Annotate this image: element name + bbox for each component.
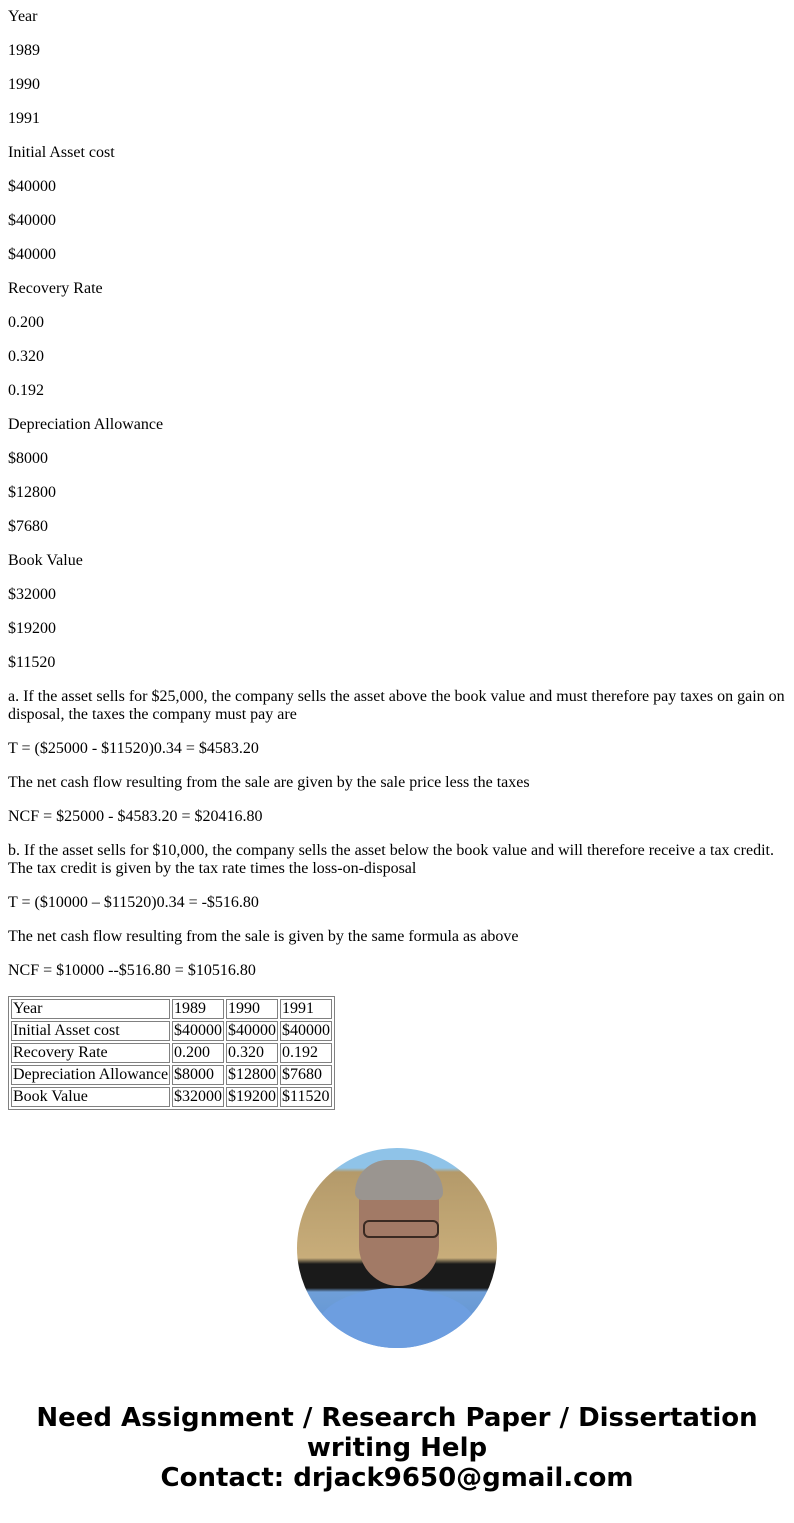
table-cell: $12800: [228, 1066, 277, 1083]
table-cell: $8000: [172, 1065, 224, 1085]
promo-contact: Contact: drjack9650@gmail.com: [160, 1463, 634, 1493]
paragraph: $32000: [8, 586, 56, 603]
promo-headline: Need Assignment / Research Paper / Dissertation writing Help: [36, 1403, 758, 1463]
depreciation-table: [8, 996, 335, 1110]
paragraph: $40000: [8, 246, 56, 263]
table-cell: $40000: [174, 1022, 223, 1039]
paragraph: $11520: [8, 654, 56, 671]
paragraph: 1990: [8, 76, 40, 93]
paragraph: T = ($10000 – $11520)0.34 = -$516.80: [8, 894, 259, 911]
paragraph: NCF = $10000 --$516.80 = $10516.80: [8, 962, 256, 979]
paragraph: The net cash flow resulting from the sale are given by the sale price less the taxes: [8, 774, 530, 791]
table-cell: 0.192: [280, 1043, 332, 1063]
table-cell: Year: [11, 999, 170, 1019]
table-cell: $40000: [282, 1022, 331, 1039]
paragraph: a. If the asset sells for $25,000, the company sells the asset above the book value and must therefore pay taxes on gain on disposal, the taxes the company must pay are: [8, 688, 785, 723]
promo-banner: [8, 1403, 786, 1493]
paragraph: Recovery Rate: [8, 280, 103, 297]
paragraph: $7680: [8, 518, 48, 535]
table-cell: Book Value: [11, 1087, 170, 1107]
table-row: [11, 1043, 332, 1063]
table-cell: 1989: [172, 999, 224, 1019]
table-row: [11, 1021, 332, 1041]
paragraph: NCF = $25000 - $4583.20 = $20416.80: [8, 808, 263, 825]
paragraph: 0.192: [8, 382, 44, 399]
avatar-container: [8, 1148, 786, 1353]
table-cell: 1990: [226, 999, 278, 1019]
paragraph: $19200: [8, 620, 56, 637]
paragraph: T = ($25000 - $11520)0.34 = $4583.20: [8, 740, 259, 757]
paragraph: Year: [8, 8, 38, 25]
table-cell: 1991: [280, 999, 332, 1019]
table-cell: $40000: [228, 1022, 277, 1039]
paragraph: $40000: [8, 212, 56, 229]
paragraph: Book Value: [8, 552, 83, 569]
paragraph: $40000: [8, 178, 56, 195]
paragraph: 1991: [8, 110, 40, 127]
table-cell: Initial Asset cost: [11, 1021, 170, 1041]
paragraph: 1989: [8, 42, 40, 59]
paragraph: 0.320: [8, 348, 44, 365]
table-row: [11, 1087, 332, 1107]
paragraph: Initial Asset cost: [8, 144, 115, 161]
author-photo: [297, 1148, 497, 1348]
paragraph: Depreciation Allowance: [8, 416, 164, 433]
table-cell: Recovery Rate: [11, 1043, 170, 1063]
table-row: [11, 999, 332, 1019]
paragraph: The net cash flow resulting from the sale is given by the same formula as above: [8, 928, 519, 945]
paragraph: 0.200: [8, 314, 44, 331]
paragraph: $12800: [8, 484, 56, 501]
paragraph: $8000: [8, 450, 48, 467]
table-cell: $19200: [228, 1088, 277, 1105]
table-cell: 0.200: [172, 1043, 224, 1063]
table-cell: 0.320: [226, 1043, 278, 1063]
table-cell: Depreciation Allowance: [13, 1066, 169, 1083]
table-cell: $32000: [174, 1088, 223, 1105]
paragraph: b. If the asset sells for $10,000, the company sells the asset below the book value and will therefore receive a tax credit. The tax credit is given by the tax rate times the loss-on-disposal: [8, 842, 774, 877]
table-cell: $11520: [280, 1087, 332, 1107]
table-row: [11, 1065, 332, 1085]
document-body: [8, 8, 786, 980]
table-cell: $7680: [280, 1065, 332, 1085]
